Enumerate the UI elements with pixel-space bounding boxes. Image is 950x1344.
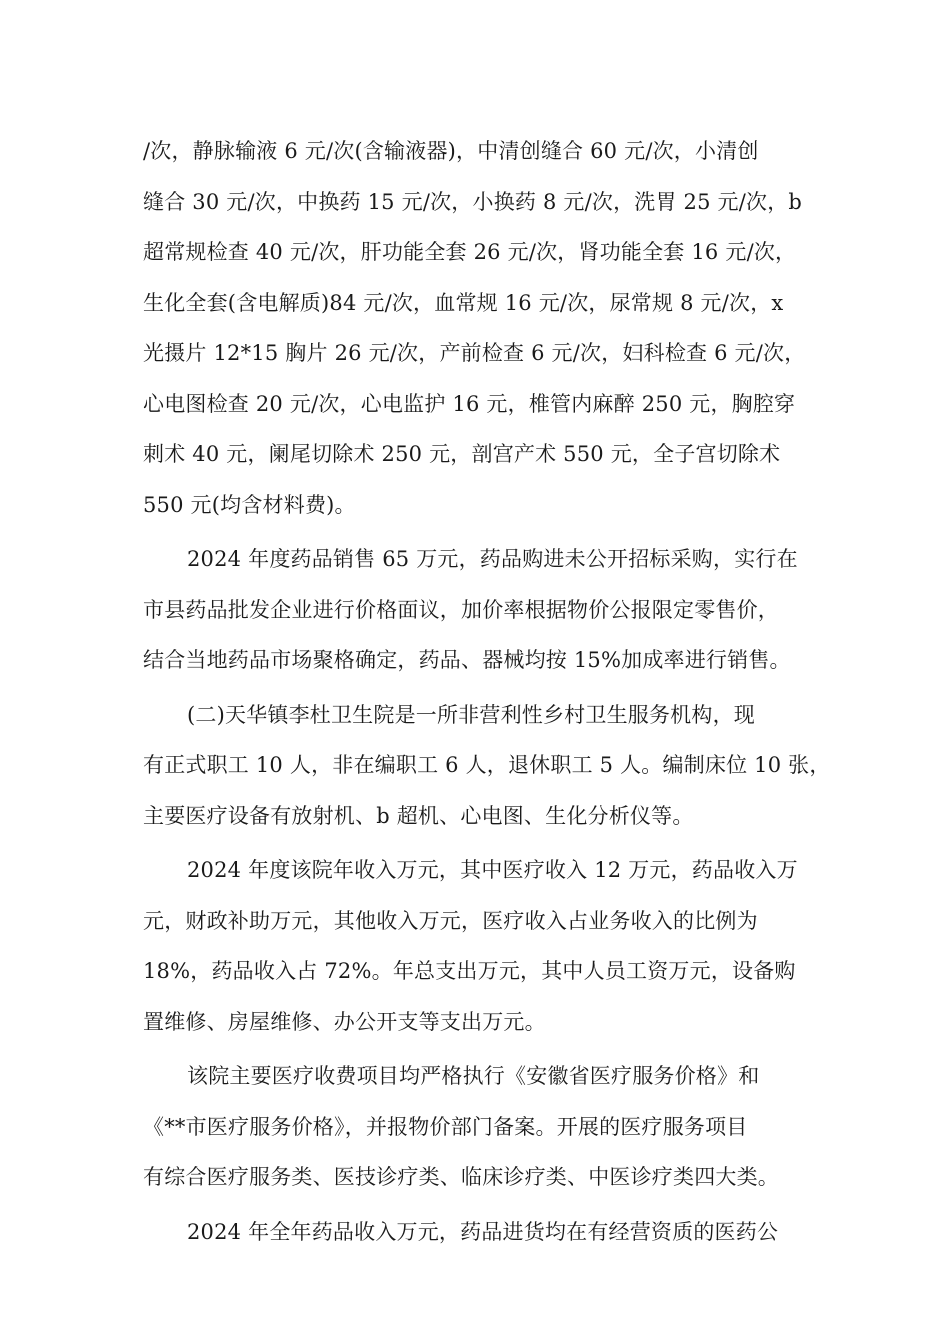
text-line: (二)天华镇李杜卫生院是一所非营利性乡村卫生服务机构，现 — [187, 702, 755, 727]
paragraph-annual-drug-income — [143, 1207, 823, 1258]
paragraph-income — [143, 845, 823, 1047]
text-line: 2024 年度该院年收入万元，其中医疗收入 12 万元，药品收入万 — [187, 858, 798, 882]
text-line: 《**市医疗服务价格》，并报物价部门备案。开展的医疗服务项目 — [143, 1114, 748, 1139]
text-line: 主要医疗设备有放射机、b 超机、心电图、生化分析仪等。 — [143, 803, 694, 828]
text-line: 置维修、房屋维修、办公开支等支出万元。 — [143, 1009, 546, 1034]
document-body — [143, 126, 831, 1261]
text-line: 该院主要医疗收费项目均严格执行《安徽省医疗服务价格》和 — [187, 1064, 760, 1088]
text-line: 有综合医疗服务类、医技诊疗类、临床诊疗类、中医诊疗类四大类。 — [143, 1165, 779, 1189]
paragraph-hospital-profile — [143, 690, 831, 842]
text-line: 光摄片 12*15 胸片 26 元/次，产前检查 6 元/次，妇科检查 6 元/次， — [143, 341, 806, 365]
text-line: 缝合 30 元/次，中换药 15 元/次，小换药 8 元/次，洗胃 25 元/次，b — [143, 189, 803, 214]
text-line: 超常规检查 40 元/次，肝功能全套 26 元/次，肾功能全套 16 元/次， — [143, 240, 797, 264]
paragraph-drug-sales — [143, 534, 823, 686]
text-line: 2024 年度药品销售 65 万元，药品购进未公开招标采购，实行在 — [187, 547, 798, 571]
text-line: 生化全套(含电解质)84 元/次，血常规 16 元/次，尿常规 8 元/次，x — [143, 290, 784, 315]
text-line: /次，静脉输液 6 元/次(含输液器)，中清创缝合 60 元/次，小清创 — [143, 139, 759, 163]
text-line: 550 元(均含材料费)。 — [143, 492, 356, 517]
text-line: 18%，药品收入占 72%。年总支出万元，其中人员工资万元，设备购 — [143, 959, 796, 983]
text-line: 刺术 40 元，阑尾切除术 250 元，剖宫产术 550 元，全子宫切除术 — [143, 442, 781, 466]
text-line: 有正式职工 10 人，非在编职工 6 人，退休职工 5 人。编制床位 10 张， — [143, 753, 831, 777]
text-line: 结合当地药品市场聚格确定，药品、器械均按 15%加成率进行销售。 — [143, 648, 791, 672]
text-line: 心电图检查 20 元/次，心电监护 16 元，椎管内麻醉 250 元，胸腔穿 — [143, 391, 796, 416]
text-line: 元，财政补助万元，其他收入万元，医疗收入占业务收入的比例为 — [143, 908, 758, 933]
paragraph-fee-standards — [143, 1051, 823, 1203]
text-line: 市县药品批发企业进行价格面议，加价率根据物价公报限定零售价， — [143, 597, 779, 622]
text-line: 2024 年全年药品收入万元，药品进货均在有经营资质的医药公 — [187, 1219, 779, 1244]
paragraph-fee-items — [143, 126, 823, 530]
